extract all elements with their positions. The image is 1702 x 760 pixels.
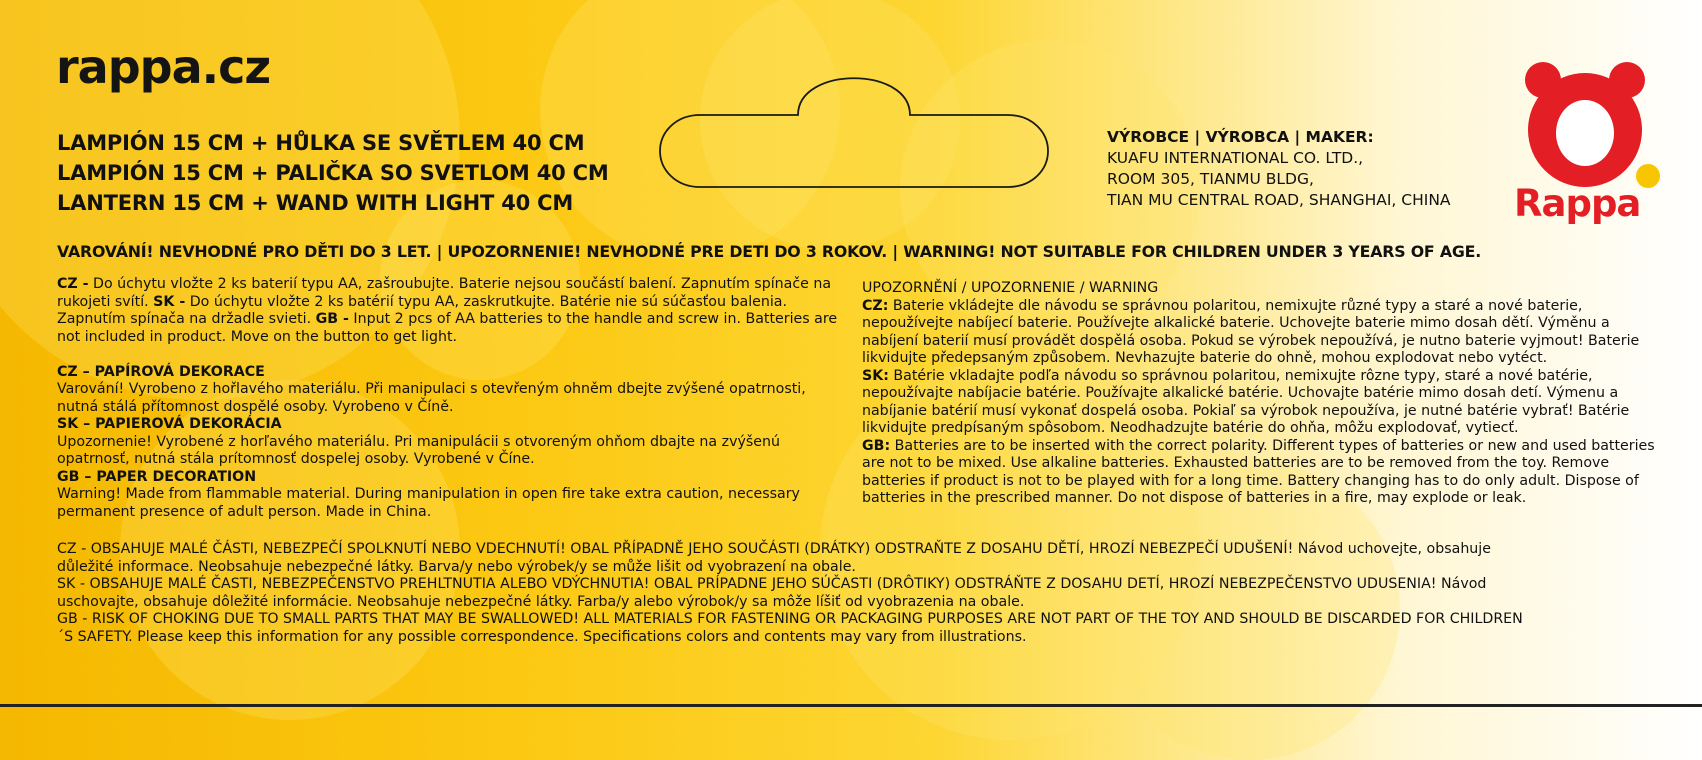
small-parts-gb: GB - RISK OF CHOKING DUE TO SMALL PARTS THAT MAY BE SWALLOWED! ALL MATERIALS FOR FASTENING OR PACKAGING PURPOSES ARE NOT PART OF THE TOY AND SHOULD BE DISCARDED FOR CHILDREN´S SAFETY. Please keep this information for any possible correspondence. Specifications colors and contents may vary from illustrations. xyxy=(57,611,1523,645)
paper-text-sk: Upozornenie! Vyrobené z horľavého materiálu. Pri manipulácii s otvoreným ohňom dbajte na zvýšenú opatrnosť, nutná stála prítomnosť dospelej osoby. Vyrobené v Číne. xyxy=(57,433,780,467)
paper-heading-cz: CZ – PAPÍROVÁ DEKORACE xyxy=(57,363,265,380)
paper-text-cz: Varování! Vyrobeno z hořlavého materiálu. Při manipulaci s otevřeným ohněm dbejte zvýšené opatrnosti, nutná stálá přítomnost dospělé osoby. Vyrobeno v Číně. xyxy=(57,381,806,415)
paper-heading-sk: SK – PAPIEROVÁ DEKORÁCIA xyxy=(57,416,282,432)
paper-heading-gb: GB – PAPER DECORATION xyxy=(57,468,257,485)
battery-warning-cz: CZ: Baterie vkládejte dle návodu se správnou polaritou, nemixujte různé typy a staré a nové baterie, nepoužívejte nabíjecí baterie. Používejte alkalické baterie. Uchovejte baterie mimo dosah dětí. Výměnu a nabíjení baterií musí provádět dospělá osoba. Pokud se výrobek nepoužívá, je nutno baterie vyjmout! Baterie likvidujte předepsaným způsobem. Nevhazujte baterie do ohně, mohou explodovat nebo vytéct. xyxy=(862,297,1640,366)
maker-line: ROOM 305, TIANMU BLDG, xyxy=(1107,170,1314,188)
maker-info xyxy=(1107,127,1451,211)
small-parts-warning xyxy=(57,541,1537,646)
title-sk: LAMPIÓN 15 CM + PALIČKA SO SVETLOM 40 CM xyxy=(57,161,609,185)
maker-line: TIAN MU CENTRAL ROAD, SHANGHAI, CHINA xyxy=(1107,191,1451,209)
battery-warning-heading: UPOZORNĚNÍ / UPOZORNENIE / WARNING xyxy=(862,280,1159,296)
site-logo-text: rappa.cz xyxy=(56,40,271,94)
battery-warning-gb: GB: Batteries are to be inserted with the correct polarity. Different types of batteries or new and used batteries are not to be mixed. Use alkaline batteries. Exhausted batteries are to be removed from the toy. Remove batteries if product is not to be played with for a long time. Battery changing has to do only adult. Dispose of batteries in the prescribed manner. Do not dispose of batteries in a fire, may explode or leak. xyxy=(862,437,1655,506)
paper-text-gb: Warning! Made from flammable material. During manipulation in open fire take extra caution, necessary permanent presence of adult person. Made in China. xyxy=(57,486,800,520)
battery-warning-column xyxy=(862,280,1662,508)
title-gb: LANTERN 15 CM + WAND WITH LIGHT 40 CM xyxy=(57,191,574,215)
hanger-window-outline xyxy=(656,66,1052,202)
small-parts-sk: SK - OBSAHUJE MALÉ ČASTI, NEBEZPEČENSTVO PREHLTNUTIA ALEBO VDÝCHNUTIA! OBAL PRÍPADNE JEHO SÚČASTI (DRÔTIKY) ODSTRÁŇTE Z DOSAHU DETÍ, HROZÍ NEBEZPEČENSTVO UDUSENIA! Návod uschovajte, obsahuje dôležité informácie. Neobsahuje nebezpečné látky. Farba/y alebo výrobok/y sa môže líšiť od vyobrazenia na obale. xyxy=(57,576,1487,610)
lang-label-gb: GB - xyxy=(315,311,349,327)
instructions-column xyxy=(57,276,841,521)
battery-instructions: CZ - Do úchytu vložte 2 ks baterií typu AA, zašroubujte. Baterie nejsou součástí balení. Zapnutím spínače na rukojeti svítí. SK - Do úchytu vložte 2 ks batérií typu AA, zaskrutkujte. Batérie nie sú súčasťou balenia. Zapnutím spínača na držadle svieti. GB - Input 2 pcs of AA batteries to the handle and screw in. Batteries are not included in product. Move on the button to get light. xyxy=(57,276,838,345)
product-titles xyxy=(57,128,609,218)
brand-logo-name: Rappa xyxy=(1514,182,1641,225)
lang-label-sk: SK - xyxy=(153,293,186,310)
title-cz: LAMPIÓN 15 CM + HŮLKA SE SVĚTLEM 40 CM xyxy=(57,131,585,155)
lang-label-cz: CZ - xyxy=(57,276,89,292)
maker-line: KUAFU INTERNATIONAL CO. LTD., xyxy=(1107,149,1364,167)
battery-warning-sk: SK: Batérie vkladajte podľa návodu so správnou polaritou, nemixujte rôzne typy, staré a nové batérie, nepoužívajte nabíjacie batérie. Používajte alkalické batérie. Uchovajte batérie mimo dosah detí. Výmenu a nabíjanie batérií musí vykonať dospelá osoba. Pokiaľ sa výrobok nepoužíva, je nutné batérie vybrať! Batérie likvidujte predpísaným spôsobom. Neodhadzujte batérie do ohňa, môžu explodovať, vytiecť. xyxy=(862,367,1630,436)
maker-heading: VÝROBCE | VÝROBCA | MAKER: xyxy=(1107,128,1374,146)
small-parts-cz: CZ - OBSAHUJE MALÉ ČÁSTI, NEBEZPEČÍ SPOLKNUTÍ NEBO VDECHNUTÍ! OBAL PŘÍPADNĚ JEHO SOUČÁSTI (DRÁTKY) ODSTRAŇTE Z DOSAHU DĚTÍ, HROZÍ NEBEZPEČÍ UDUŠENÍ! Návod uchovejte, obsahuje důležité informace. Neobsahuje nebezpečné látky. Barva/y nebo výrobek/y se může lišit od vyobrazení na obale. xyxy=(57,541,1491,575)
age-warning: VAROVÁNÍ! NEVHODNÉ PRO DĚTI DO 3 LET. | UPOZORNENIE! NEVHODNÉ PRE DETI DO 3 ROKOV. | WARNING! NOT SUITABLE FOR CHILDREN UNDER 3 YEARS OF AGE. xyxy=(57,242,1482,261)
